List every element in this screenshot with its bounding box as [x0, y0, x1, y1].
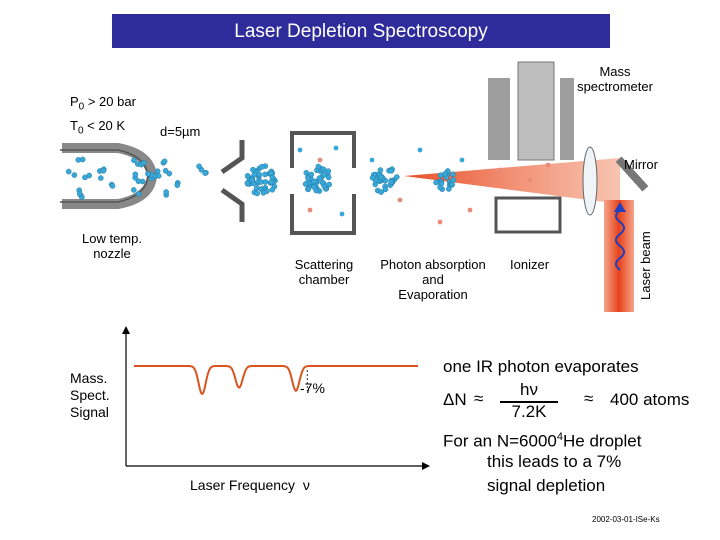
diameter-label: d=5µm: [160, 124, 201, 139]
chart-annotation: -7%: [300, 380, 325, 396]
approx-symbol-1: ≈: [474, 389, 484, 408]
signal-line: [134, 366, 418, 394]
text-line4: this leads to a 7%: [487, 452, 622, 471]
delta-n: ΔN: [443, 390, 467, 409]
text-line1: one IR photon evaporates: [443, 357, 639, 376]
y-axis-arrow: [122, 326, 130, 334]
page-title: Laser Depletion Spectroscopy: [112, 14, 610, 48]
pressure-value: > 20 bar: [84, 94, 136, 109]
mass-spectrometer-label: Mass spectrometer: [577, 64, 653, 94]
chart-xlabel: [190, 478, 310, 493]
mirror-label: Mirror: [624, 157, 658, 172]
x-axis-arrow: [422, 462, 430, 470]
pressure-subscript: 0: [78, 101, 85, 113]
temperature-value: < 20 K: [83, 118, 126, 133]
nozzle-label: Low temp. nozzle: [82, 231, 142, 261]
atoms-value: 400 atoms: [610, 390, 690, 409]
laser-beam-label: Laser beam: [638, 231, 653, 300]
temperature-subscript: 0: [77, 125, 84, 137]
approx-symbol-2: ≈: [584, 389, 594, 408]
text-line5: signal depletion: [487, 476, 606, 495]
text-line3: [443, 427, 641, 452]
footer-code: 2002-03-01-ISe-Ks: [592, 515, 660, 524]
ionizer-label: Ionizer: [510, 257, 550, 272]
droplet-size-text: For an N=6000: [443, 431, 557, 451]
chart-axes: [122, 326, 430, 470]
temperature-symbol: T: [70, 118, 78, 133]
pressure-symbol: P: [70, 94, 79, 109]
chart-xlabel-text: Laser Frequency: [190, 477, 296, 493]
isotope-superscript: 4: [556, 431, 564, 443]
droplet-type-text: He droplet: [563, 431, 642, 451]
fraction-numerator: hν: [520, 380, 538, 399]
scattering-chamber-label: Scattering chamber: [294, 257, 354, 287]
chart-xlabel-symbol: ν: [302, 477, 310, 493]
photon-absorption-label: Photon absorption and Evaporation: [380, 257, 486, 302]
fraction-denominator: 7.2K: [511, 402, 547, 421]
chart-ylabel: Mass. Spect. Signal: [70, 370, 110, 420]
